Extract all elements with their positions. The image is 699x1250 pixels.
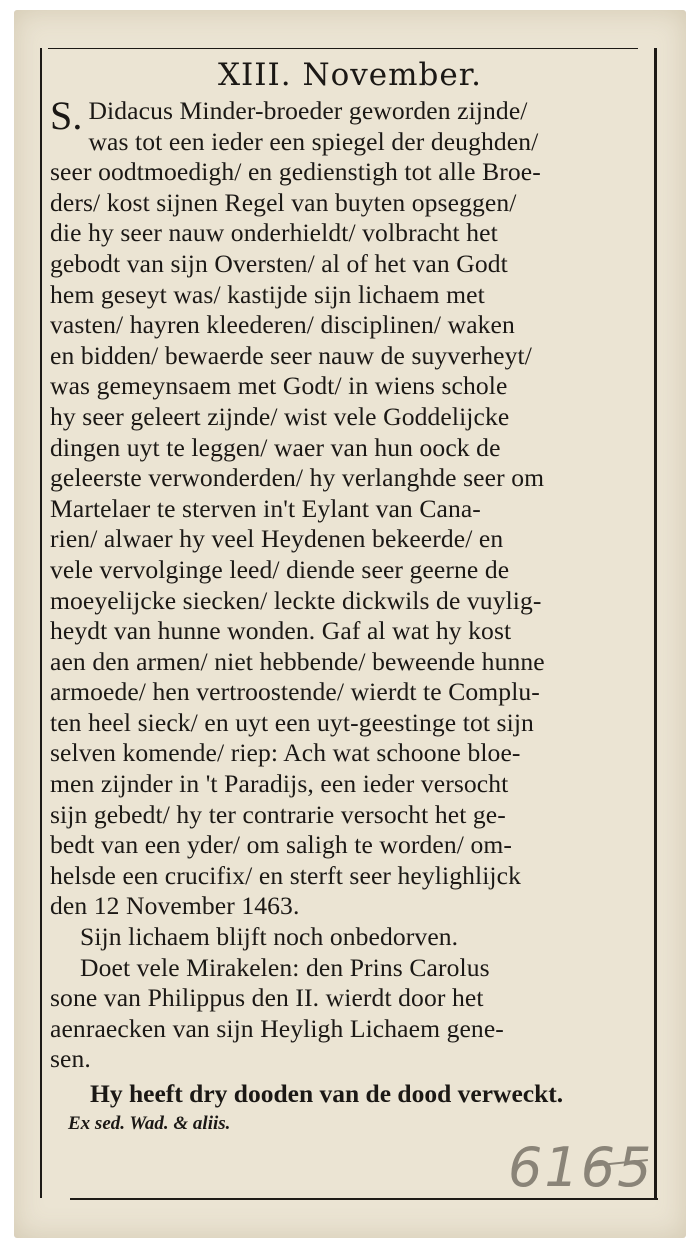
- text-line: vele vervolginge leed/ diende seer geerne de: [50, 554, 510, 584]
- text-line: rien/ alwaer hy veel Heydenen bekeerde/ en: [50, 524, 504, 554]
- text-line: armoede/ hen vertroostende/ wierdt te Complu-: [50, 677, 540, 707]
- text-line: Martelaer te sterven in't Eylant van Cana-: [50, 493, 481, 523]
- text-line: gebodt van sijn Oversten/ al of het van Godt: [50, 248, 508, 278]
- text-line: moeyelijcke siecken/ leckte dickwils de vuylig-: [50, 585, 542, 615]
- text-line: geleerste verwonderden/ hy verlanghde seer om: [50, 463, 545, 493]
- text-line: vasten/ hayren kleederen/ disciplinen/ waken: [50, 310, 515, 340]
- text-line: hem geseyt was/ kastijde sijn lichaem met: [50, 279, 485, 309]
- text-line: sijn gebedt/ hy ter contrarie versocht het ge-: [50, 799, 506, 829]
- drop-capital: S.: [50, 93, 83, 138]
- text-line: seer oodtmoedigh/ en gedienstigh tot alle Broe-: [50, 157, 541, 187]
- page-title: XIII. November.: [217, 57, 482, 93]
- text-line: men zijnder in 't Paradijs, een ieder versocht: [50, 769, 509, 799]
- miracle-line: sen.: [50, 1044, 91, 1074]
- text-line: aen den armen/ niet hebbende/ beweende hunne: [50, 646, 545, 676]
- text-line: ten heel sieck/ en uyt een uyt-geestinge tot sijn: [50, 707, 534, 737]
- text-line: was tot een ieder een spiegel der deughden/: [88, 126, 539, 156]
- text-line: Didacus Minder-broeder geworden zijnde/: [88, 96, 528, 125]
- source-citation: Ex sed. Wad. & aliis.: [68, 1112, 231, 1134]
- text-line: was gemeynsaem met Godt/ in wiens schole: [50, 371, 508, 401]
- text-line: en bidden/ bewaerde seer nauw de suyverheyt/: [50, 340, 532, 370]
- text-line: selven komende/ riep: Ach wat schoone bloe-: [50, 738, 521, 768]
- text-line: ders/ kost sijnen Regel van buyten opseggen/: [50, 187, 517, 217]
- text-line: heydt van hunne wonden. Gaf al wat hy kost: [50, 616, 512, 646]
- text-line: den 12 November 1463.: [50, 891, 300, 921]
- inventory-number: 6165: [508, 1136, 654, 1199]
- miracle-line: Doet vele Mirakelen: den Prins Carolus: [80, 952, 490, 982]
- text-line: die hy seer nauw onderhieldt/ volbracht het: [50, 218, 498, 248]
- main-paragraph: [50, 93, 650, 1075]
- miracle-line: sone van Philippus den II. wierdt door het: [50, 983, 484, 1013]
- incorrupt-body-line: Sijn lichaem blijft noch onbedorven.: [80, 922, 459, 952]
- text-line: bedt van een yder/ om saligh te worden/ om-: [50, 830, 513, 860]
- top-rule: [48, 48, 638, 49]
- text-block: [50, 56, 650, 1138]
- text-line: hy seer geleert zijnde/ wist vele Goddelijcke: [50, 401, 510, 431]
- closing-maxim: Hy heeft dry dooden van de dood verweckt.: [90, 1079, 564, 1108]
- miracle-line: aenraecken van sijn Heyligh Lichaem gene-: [50, 1013, 504, 1043]
- text-line: dingen uyt te leggen/ waer van hun oock de: [50, 432, 501, 462]
- text-line: helsde een crucifix/ en sterft seer heylighlijck: [50, 860, 521, 890]
